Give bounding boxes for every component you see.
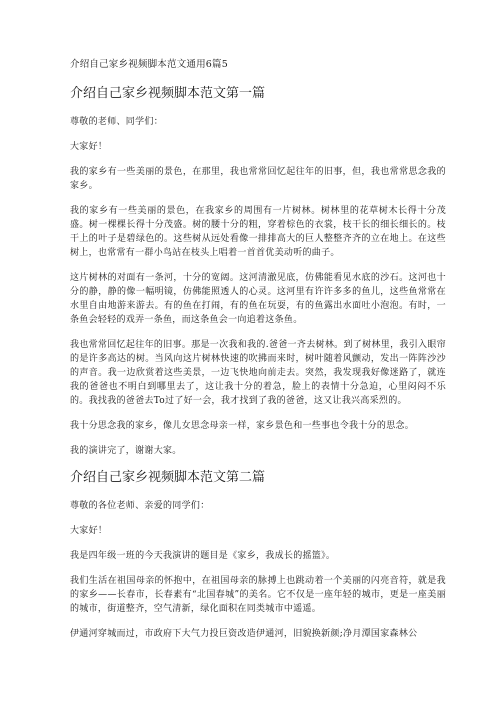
document-title: 介绍自己家乡视频脚本范文通用6篇5 (70, 59, 228, 70)
paragraph: 我的家乡有一些美丽的景色，在我家乡的周围有一片树林。树林里的花草树木长得十分茂盛。树一棵棵长得十分茂盛。树的腰十分的粗，穿着棕色的衣裳，枝干长的细长细长的。枝干上的叶子是碧绿色的。这些树从远处看像一排排高大的巨人整整齐齐的立在地上。在这些树上，也常常有一群小鸟站在枝头上唱着一首首优美动听的曲子。 (70, 206, 446, 258)
section-heading: 介绍自己家乡视频脚本范文第二篇 (70, 470, 266, 485)
paragraph: 我的家乡有一些美丽的景色，在那里，我也常常回忆起往年的旧事，但，我也常常思念我的家乡。 (70, 167, 446, 191)
greeting: 大家好！ (70, 526, 108, 536)
paragraph: 我也常常回忆起往年的旧事。那是一次我和我的.爸爸一齐去树林。到了树林里，我引入眼帘的是许多高达的树。当风向这片树林快速的吹拂而来时，树叶随着风颤动，发出一阵阵沙沙的声音。我一边欣赏着这些美景，一边飞快地向前走去。突然，我发现我好像迷路了，就连我的爸爸也不明白到哪里去了，这让我十分的着急，脸上的表情十分急迫，心里闷闷不乐的。我找我的爸爸去To过了好一会，我才找到了我的爸爸，这又让我兴高采烈的。 (70, 340, 446, 406)
paragraph: 我们生活在祖国母亲的怀抱中，在祖国母亲的脉搏上也跳动着一个美丽的闪亮音符，就是我的家乡——长春市，长春素有“北国春城”的美名。它不仅是一座年轻的城市，更是一座美丽的城市，街道整齐，空气清新，绿化面积在同类城市中遥遥。 (70, 576, 446, 614)
paragraph: 这片树林的对面有一条河，十分的宽阔。这河清澈见底，仿佛能看见水底的沙石。这河也十分的静，静的像一幅明镜，仿佛能照透人的心灵。这河里有许许多多的鱼儿，这些鱼常常在水里自由地游来游去。有的鱼在打闹，有的鱼在玩耍，有的鱼露出水面吐小泡泡。有时，一条鱼会轻轻的戏弄一条鱼，而这条鱼会一向追着这条鱼。 (70, 273, 446, 325)
closing: 我的演讲完了，谢谢大家。 (70, 446, 182, 456)
greeting: 大家好！ (70, 142, 108, 152)
paragraph: 伊通河穿城而过，市政府下大气力投巨资改造伊通河，旧貌换新颜;净月潭国家森林公 (70, 629, 418, 639)
section-2 (70, 469, 446, 641)
paragraph: 我是四年级一班的今天我演讲的题目是《家乡，我成长的摇篮》。 (70, 551, 336, 561)
salutation: 尊敬的老师、同学们： (70, 117, 164, 127)
salutation: 尊敬的各位老师、亲爱的同学们： (70, 501, 210, 511)
section-heading: 介绍自己家乡视频脚本范文第一篇 (70, 86, 266, 101)
section-1 (70, 85, 446, 458)
paragraph: 我十分思念我的家乡，像儿女思念母亲一样，家乡景色和一些事也令我十分的思念。 (70, 421, 415, 431)
